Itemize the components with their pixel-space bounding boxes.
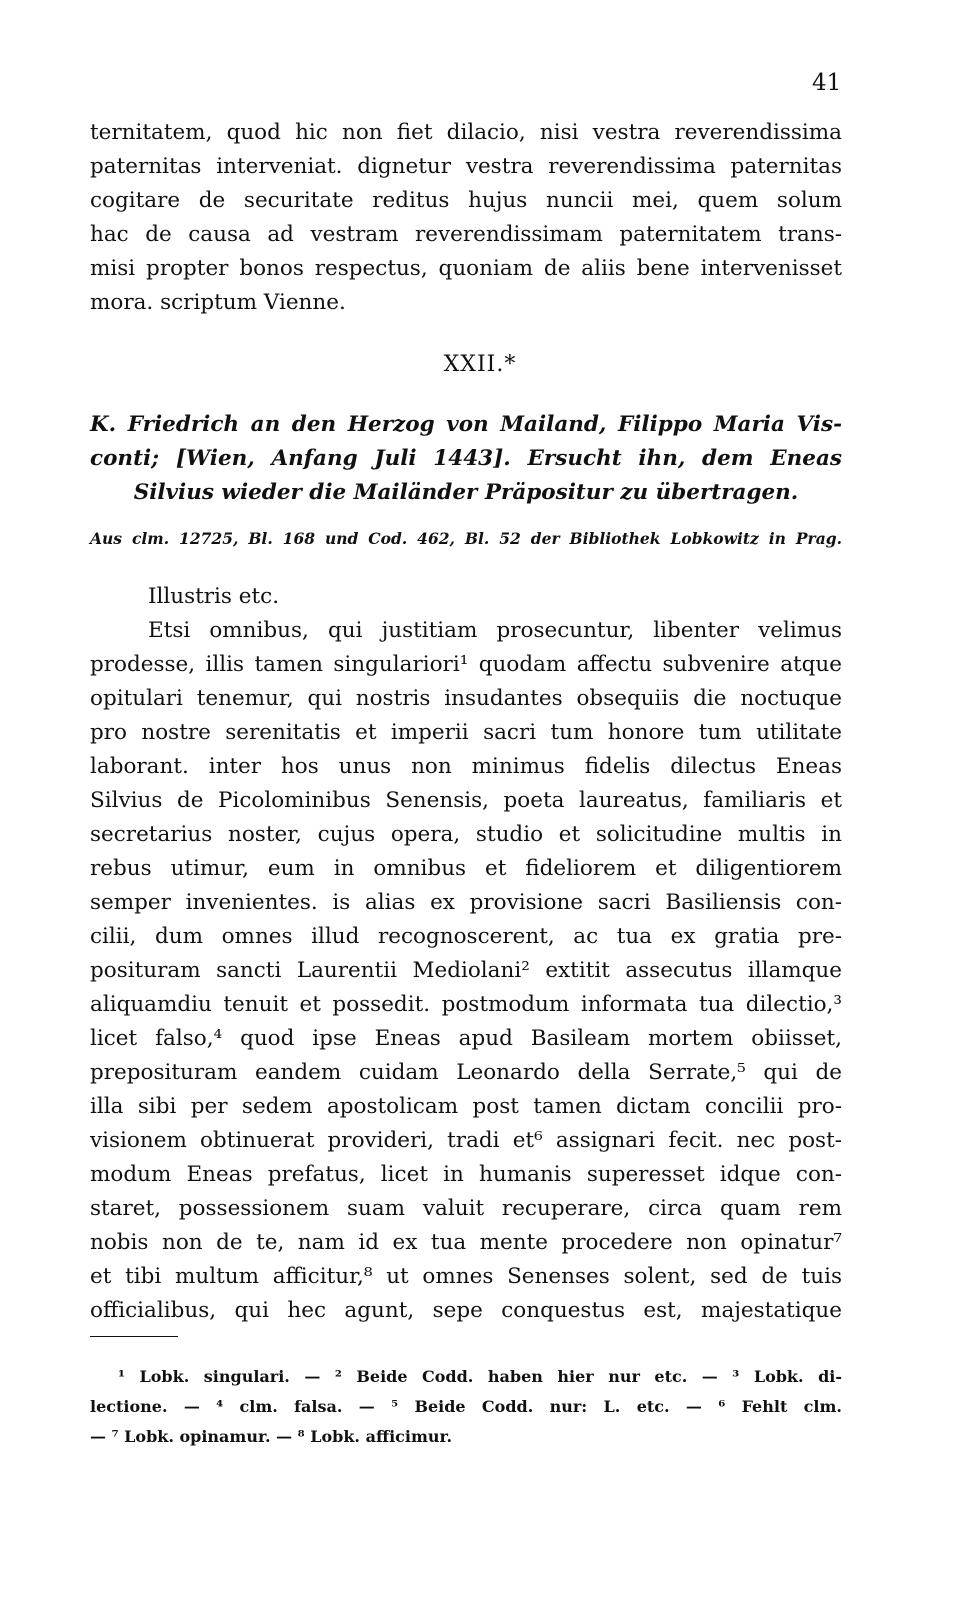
- text-line: hac de causa ad vestram reverendissimam paternitatem trans-: [90, 222, 842, 247]
- text-line: ternitatem, quod hic non fiet dilacio, nisi vestra reverendissima: [90, 120, 842, 145]
- body-line: preposituram eandem cuidam Leonardo della Serrate,⁵ qui de: [90, 1060, 842, 1085]
- salutation: Illustris etc.: [148, 584, 280, 609]
- body-line: staret, possessionem suam valuit recuperare, circa quam rem: [90, 1196, 842, 1221]
- body-line: licet falso,⁴ quod ipse Eneas apud Basileam mortem obiisset,: [90, 1026, 842, 1051]
- body-line: prodesse, illis tamen singulariori¹ quodam affectu subvenire atque: [90, 652, 842, 677]
- letter-heading: [90, 408, 842, 510]
- body-line: posituram sancti Laurentii Mediolani² extitit assecutus illamque: [90, 958, 842, 983]
- letter-body: [90, 614, 842, 1328]
- body-line: visionem obtinuerat provideri, tradi et⁶ assignari fecit. nec post-: [90, 1128, 842, 1153]
- text-line: misi propter bonos respectus, quoniam de aliis bene intervenisset: [90, 256, 842, 281]
- body-line: modum Eneas prefatus, licet in humanis superesset idque con-: [90, 1162, 842, 1187]
- body-line: cilii, dum omnes illud recognoscerent, ac tua ex gratia pre-: [90, 924, 842, 949]
- body-line: semper invenientes. is alias ex provisione sacri Basiliensis con-: [90, 890, 842, 915]
- footnote-line: ¹ Lobk. singulari. — ² Beide Codd. haben hier nur etc. — ³ Lobk. di-: [118, 1367, 842, 1386]
- continuation-text: [90, 116, 842, 320]
- body-line: aliquamdiu tenuit et possedit. postmodum informata tua dilectio,³: [90, 992, 842, 1017]
- heading-line: Silvius wieder die Mailänder Präpositur zu übertragen.: [133, 480, 799, 505]
- body-line: laborant. inter hos unus non minimus fidelis dilectus Eneas: [90, 754, 842, 779]
- heading-line: conti; [Wien, Anfang Juli 1443]. Ersucht ihn, dem Eneas: [90, 446, 842, 471]
- body-line: Silvius de Picolominibus Senensis, poeta laureatus, familiaris et: [90, 788, 842, 813]
- body-line: illa sibi per sedem apostolicam post tamen dictam concilii pro-: [90, 1094, 842, 1119]
- body-line: et tibi multum afficitur,⁸ ut omnes Senenses solent, sed de tuis: [90, 1264, 842, 1289]
- body-line: officialibus, qui hec agunt, sepe conquestus est, majestatique: [90, 1298, 842, 1323]
- text-line: cogitare de securitate reditus hujus nuncii mei, quem solum: [90, 188, 842, 213]
- footnote-divider: [90, 1336, 178, 1337]
- footnote-line: — ⁷ Lobk. opinamur. — ⁸ Lobk. afficimur.: [90, 1427, 453, 1446]
- text-line: paternitas interveniat. dignetur vestra reverendissima paternitas: [90, 154, 842, 179]
- body-line: opitulari tenemur, qui nostris insudantes obsequiis die noctuque: [90, 686, 842, 711]
- body-line: rebus utimur, eum in omnibus et fideliorem et diligentiorem: [90, 856, 842, 881]
- footnotes: [90, 1362, 842, 1452]
- text-line: mora. scriptum Vienne.: [90, 290, 346, 315]
- body-line: pro nostre serenitatis et imperii sacri tum honore tum utilitate: [90, 720, 842, 745]
- body-line: secretarius noster, cujus opera, studio et solicitudine multis in: [90, 822, 842, 847]
- footnote-line: lectione. — ⁴ clm. falsa. — ⁵ Beide Codd. nur: L. etc. — ⁶ Fehlt clm.: [90, 1397, 842, 1416]
- source-note: Aus clm. 12725, Bl. 168 und Cod. 462, Bl. 52 der Bibliothek Lobkowitz in Prag.: [90, 529, 842, 548]
- page-number: 41: [812, 70, 842, 96]
- heading-line: K. Friedrich an den Herzog von Mailand, Filippo Maria Vis-: [90, 412, 842, 437]
- section-number: XXII.*: [443, 352, 517, 377]
- body-line: nobis non de te, nam id ex tua mente procedere non opinatur⁷: [90, 1230, 842, 1255]
- body-line: Etsi omnibus, qui justitiam prosecuntur, libenter velimus: [148, 618, 842, 643]
